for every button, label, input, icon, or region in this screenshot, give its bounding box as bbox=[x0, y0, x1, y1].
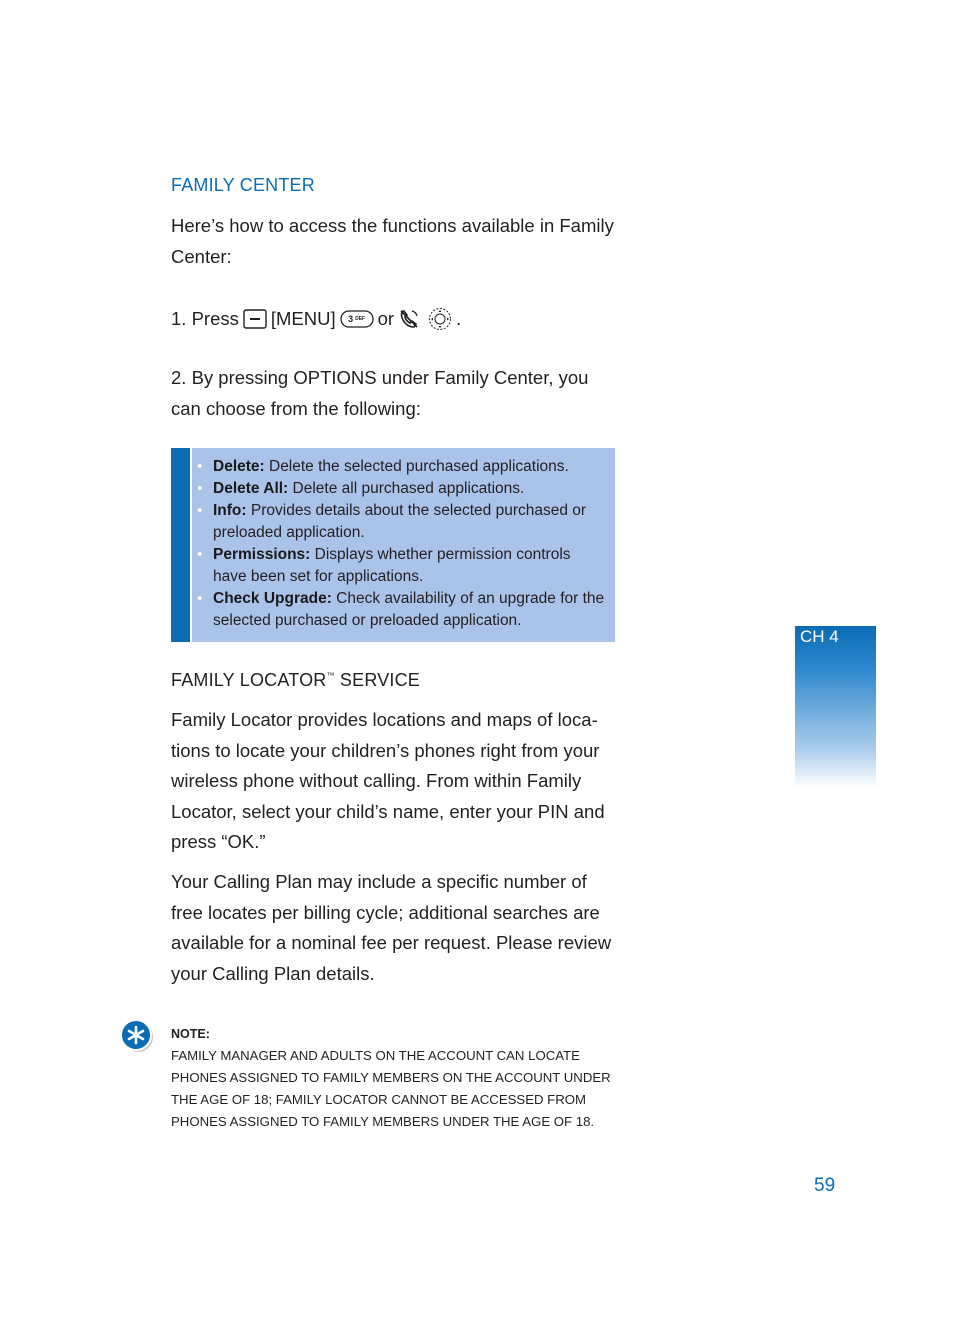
chapter-tab bbox=[795, 626, 876, 788]
family-locator-paragraph-2: Your Calling Plan may include a specific number of free locates per billing cycle; additional searches are available for a nominal fee per request. Please review your Calling Plan details. bbox=[171, 871, 612, 984]
menu-label: [MENU] bbox=[270, 308, 336, 329]
family-locator-paragraph-1: Family Locator provides locations and maps of loca- tions to locate your children’s phones right from your wireless phone without calling. From within Family Locator, select your child’s name, enter your PIN and press “OK.” bbox=[171, 709, 605, 852]
chapter-label: CH 4 bbox=[800, 627, 839, 646]
trademark-symbol: ™ bbox=[326, 671, 335, 680]
options-box-bar bbox=[171, 448, 190, 642]
menu-softkey-icon bbox=[243, 309, 267, 329]
option-term: Delete All: bbox=[213, 480, 289, 497]
step-1-end: . bbox=[456, 308, 462, 329]
option-delete: • Delete: Delete the selected purchased applications. bbox=[197, 458, 569, 475]
option-check-upgrade: • Check Upgrade: Check availability of an upgrade for the selected purchased or preloaded application. bbox=[197, 590, 605, 629]
intro-paragraph: Here’s how to access the functions available in Family Center: bbox=[171, 215, 614, 267]
option-term: Permissions: bbox=[213, 546, 311, 563]
step-2: 2. By pressing OPTIONS under Family Center, you can choose from the following: bbox=[171, 367, 589, 419]
key-3-icon bbox=[340, 310, 374, 328]
page-number: 59 bbox=[814, 1175, 836, 1196]
option-text: Displays whether permission controls have been set for applications. bbox=[213, 546, 571, 585]
option-term: Check Upgrade: bbox=[213, 590, 332, 607]
note-body: FAMILY MANAGER AND ADULTS ON THE ACCOUNT CAN LOCATE PHONES ASSIGNED TO FAMILY MEMBERS ON THE ACCOUNT UNDER THE AGE OF 18; FAMILY LOCATOR CANNOT BE ACCESSED FROM PHONES ASSIGNED TO FAMILY MEMBERS UNDER THE AGE OF 18. bbox=[171, 1048, 611, 1129]
options-list bbox=[197, 456, 607, 632]
option-info: • Info: Provides details about the selected purchased or preloaded application. bbox=[197, 502, 587, 541]
or-text: or bbox=[377, 308, 395, 329]
family-center-heading: FAMILY CENTER bbox=[171, 175, 315, 195]
note-title: NOTE: bbox=[171, 1027, 210, 1041]
option-text: Delete all purchased applications. bbox=[288, 480, 525, 497]
speakerphone-icon bbox=[398, 308, 420, 330]
option-term: Info: bbox=[213, 502, 247, 519]
option-text: Provides details about the selected purchased or preloaded application. bbox=[213, 502, 587, 541]
option-text: Check availability of an upgrade for the selected purchased or preloaded application. bbox=[213, 590, 605, 629]
asterisk-icon bbox=[120, 1019, 154, 1053]
option-text: Delete the selected purchased applications. bbox=[264, 458, 569, 475]
step-1 bbox=[171, 304, 461, 334]
step-1-prefix: 1. Press bbox=[171, 308, 239, 329]
option-term: Delete: bbox=[213, 458, 265, 475]
option-delete-all: • Delete All: Delete all purchased applications. bbox=[197, 480, 525, 497]
option-permissions: • Permissions: Displays whether permission controls have been set for applications. bbox=[197, 546, 571, 585]
family-locator-heading: FAMILY LOCATOR™ SERVICE bbox=[171, 670, 421, 690]
nav-key-icon bbox=[428, 307, 452, 331]
key-3-sublabel: DEF bbox=[355, 316, 366, 322]
key-3-label: 3 bbox=[348, 314, 354, 324]
